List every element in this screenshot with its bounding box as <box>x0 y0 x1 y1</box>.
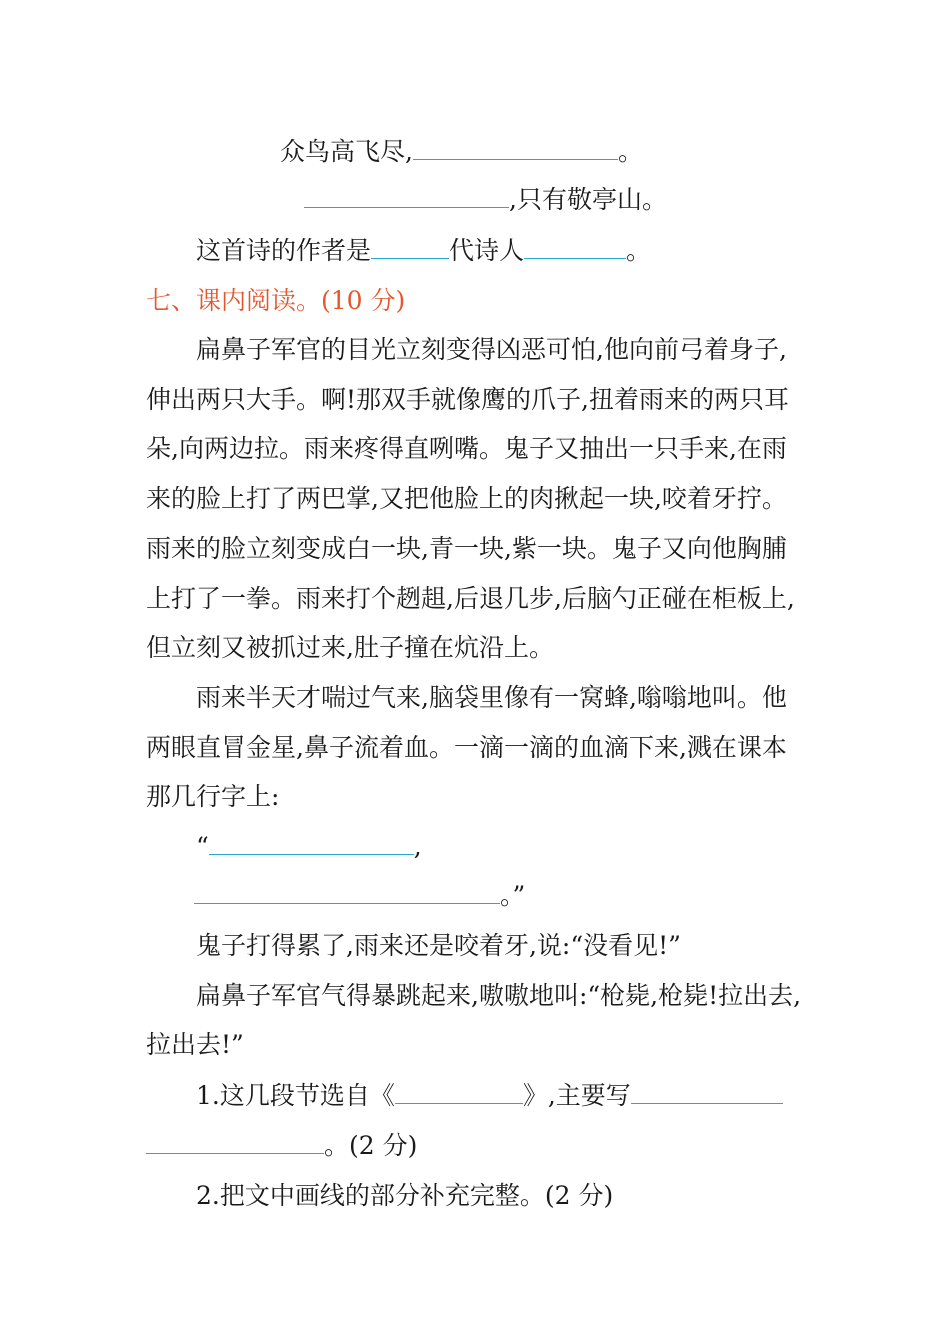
poet-blank[interactable] <box>524 236 626 259</box>
passage-line: 扁鼻子军官气得暴跳起来,嗷嗷地叫:“枪毙,枪毙!拉出去, <box>196 981 802 1010</box>
passage-line: 鬼子打得累了,雨来还是咬着牙,说:“没看见!” <box>196 931 681 960</box>
question-1: 1.这几段节选自《 》,主要写 <box>146 1081 816 1111</box>
q1-title-blank[interactable] <box>395 1081 523 1104</box>
passage-line: 来的脸上打了两巴掌,又把他脸上的肉揪起一块,咬着牙拧。 <box>146 484 787 513</box>
quote-blank-2[interactable] <box>194 881 500 904</box>
quote-line-2: 。” <box>146 881 816 911</box>
question-2: 2.把文中画线的部分补充完整。(2 分) <box>196 1181 614 1210</box>
poem-line-1: 众鸟高飞尽, 。 <box>280 137 643 166</box>
passage-line: 雨来半天才喘过气来,脑袋里像有一窝蜂,嗡嗡地叫。他 <box>196 683 787 712</box>
quote-line-1: “ , <box>196 832 422 861</box>
passage-line: 拉出去!” <box>146 1030 244 1059</box>
passage-line: 上打了一拳。雨来打个趔趄,后退几步,后脑勺正碰在柜板上, <box>146 584 795 613</box>
passage-line: 两眼直冒金星,鼻子流着血。一滴一滴的血滴下来,溅在课本 <box>146 733 787 762</box>
passage-line: 伸出两只大手。啊!那双手就像鹰的爪子,扭着雨来的两只耳 <box>146 385 789 414</box>
passage-line: 朵,向两边拉。雨来疼得直咧嘴。鬼子又抽出一只手来,在雨 <box>146 434 787 463</box>
passage-line: 扁鼻子军官的目光立刻变得凶恶可怕,他向前弓着身子, <box>196 335 787 364</box>
poem-blank-1[interactable] <box>413 137 618 160</box>
quote-blank-1[interactable] <box>209 832 414 855</box>
q1-content-blank-2[interactable] <box>146 1131 324 1154</box>
section-heading: 七、课内阅读。(10 分) <box>146 286 406 315</box>
dynasty-blank[interactable] <box>371 236 449 259</box>
poem-blank-2[interactable] <box>304 185 509 208</box>
passage-line: 那几行字上: <box>146 782 280 811</box>
poem-author-line: 这首诗的作者是 代诗人 。 <box>196 236 652 265</box>
passage-line: 但立刻又被抓过来,肚子撞在炕沿上。 <box>146 633 554 662</box>
poem-line-2: ,只有敬亭山。 <box>146 185 816 215</box>
passage-line: 雨来的脸立刻变成白一块,青一块,紫一块。鬼子又向他胸脯 <box>146 534 787 563</box>
q1-content-blank-1[interactable] <box>631 1081 783 1104</box>
question-1-cont: 。(2 分) <box>146 1131 816 1161</box>
